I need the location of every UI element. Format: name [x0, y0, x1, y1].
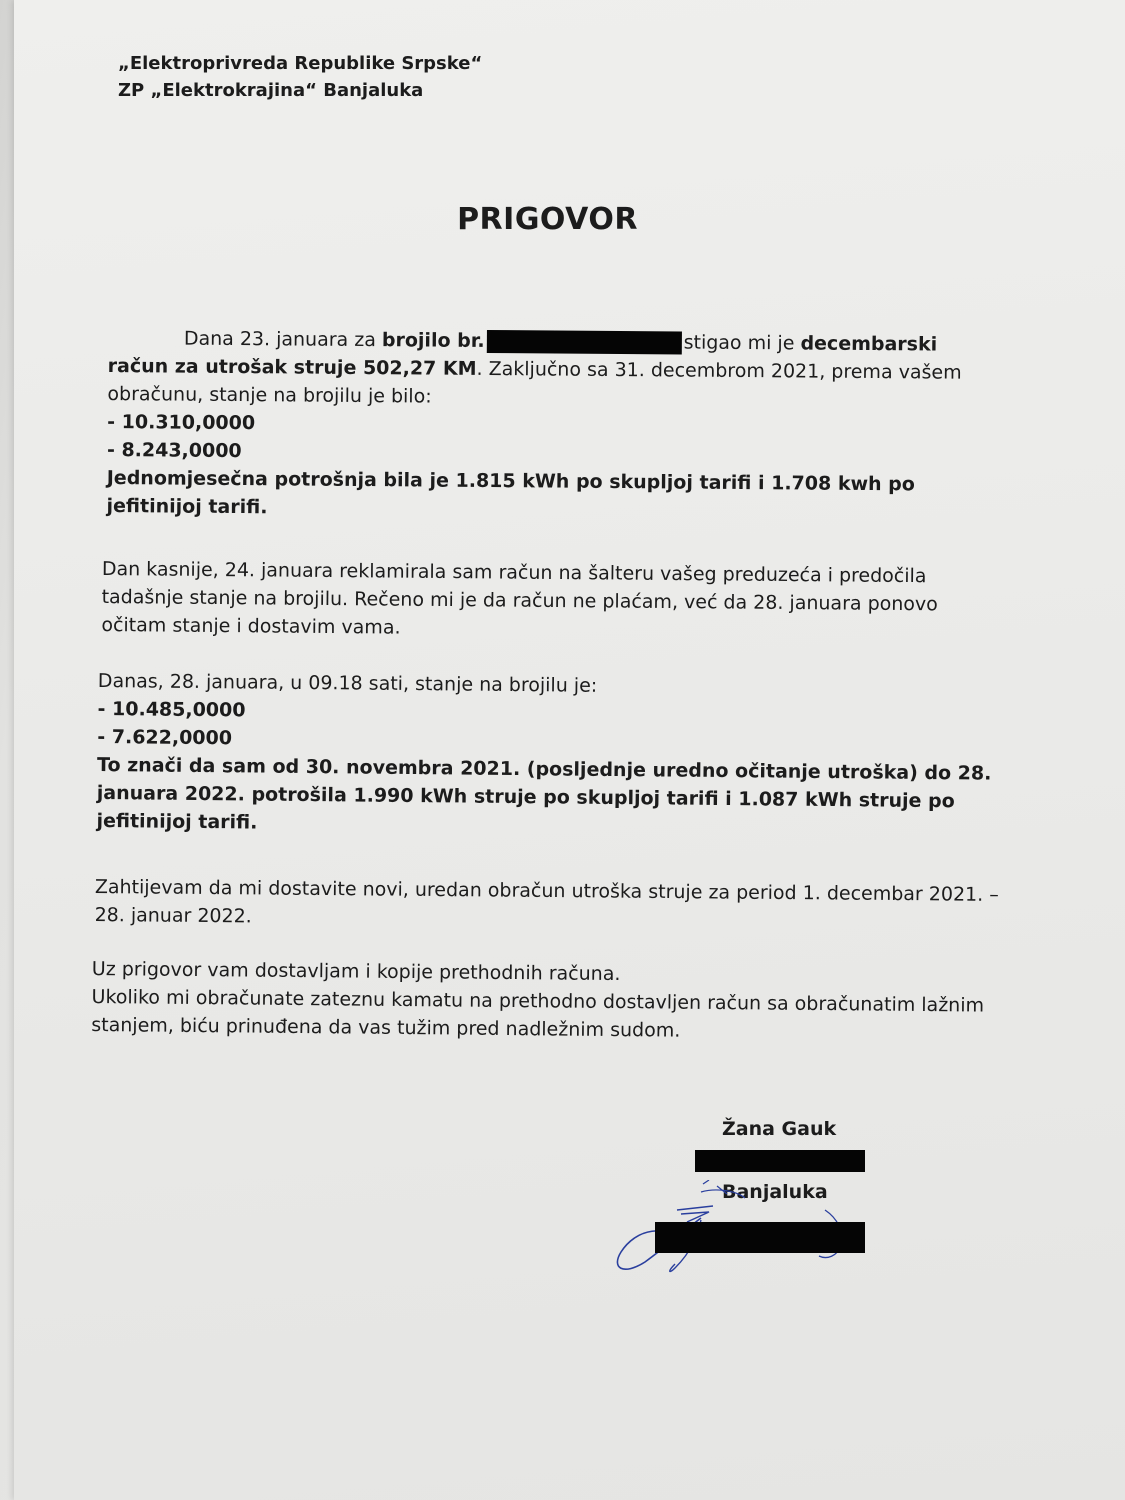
paragraph-2 — [101, 555, 962, 647]
paragraph-2-text: Dan kasnije, 24. januara reklamirala sam račun na šalteru vašeg preduzeća i predočila tadašnje stanje na brojilu. Rečeno mi je da račun ne plaćam, već da 28. januara ponovo očitam stanje i dostavim vama. — [101, 557, 938, 639]
p5-line-1: Uz prigovor vam dostavljam i kopije prethodnih računa. — [91, 957, 621, 986]
p1-text-3: stigao mi je — [683, 331, 801, 355]
p1-text-5: . Zaključno sa 31. decembrom 2021, prema vašem obračunu, stanje na brojilu je bilo: — [107, 357, 962, 408]
document-title: PRIGOVOR — [457, 202, 638, 237]
paragraph-3 — [96, 667, 1008, 844]
p1-bill-amount: decembarski račun za utrošak struje 502,27 KM — [107, 332, 938, 380]
signer-city: Banjaluka — [722, 1181, 828, 1203]
p1-meter-label: brojilo br. — [381, 329, 485, 352]
recipient-line-2: ZP „Elektrokrajina“ Banjaluka — [118, 80, 424, 101]
redacted-signer-info — [695, 1150, 865, 1172]
paragraph-4-text: Zahtijevam da mi dostavite novi, uredan obračun utroška struje za period 1. decembar 2021. – 28. januar 2022. — [94, 875, 999, 928]
paragraph-4 — [95, 873, 1005, 937]
redacted-meter-number — [487, 330, 682, 355]
recipient-line-1: „Elektroprivreda Republike Srpske“ — [118, 53, 483, 74]
new-reading-high-tariff: - 10.485,0000 — [97, 697, 246, 722]
period-consumption-summary: To znači da sam od 30. novembra 2021. (posljednje uredno očitanje utroška) do 28. januara 2022. potrošila 1.990 kWh struje po skupljoj tarifi i 1.087 kWh struje po jefitinijoj tarifi. — [96, 753, 992, 834]
signature-block — [722, 1115, 837, 1203]
reading-low-tariff: - 8.243,0000 — [106, 438, 242, 463]
monthly-consumption-summary: Jednomjesečna potrošnja bila je 1.815 kWh po skupljoj tarifi i 1.708 kwh po jefitinijoj tarifi. — [106, 466, 915, 519]
p1-text-1: Dana 23. januara za — [183, 327, 383, 352]
paragraph-5 — [91, 955, 992, 1048]
paragraph-1-text — [107, 324, 998, 415]
redacted-signer-id — [655, 1222, 865, 1253]
p5-line-2: Ukoliko mi obračunate zateznu kamatu na prethodno dostavljen račun sa obračunatim lažnim stanjem, biću prinuđena da vas tužim pred nadležnim sudom. — [91, 985, 985, 1042]
signer-name: Žana Gauk — [722, 1118, 837, 1140]
new-reading-low-tariff: - 7.622,0000 — [97, 725, 233, 750]
paragraph-1 — [106, 324, 998, 527]
reading-high-tariff: - 10.310,0000 — [107, 410, 256, 435]
p3-intro: Danas, 28. januara, u 09.18 sati, stanje na brojilu je: — [97, 669, 598, 697]
recipient-header — [118, 50, 482, 104]
